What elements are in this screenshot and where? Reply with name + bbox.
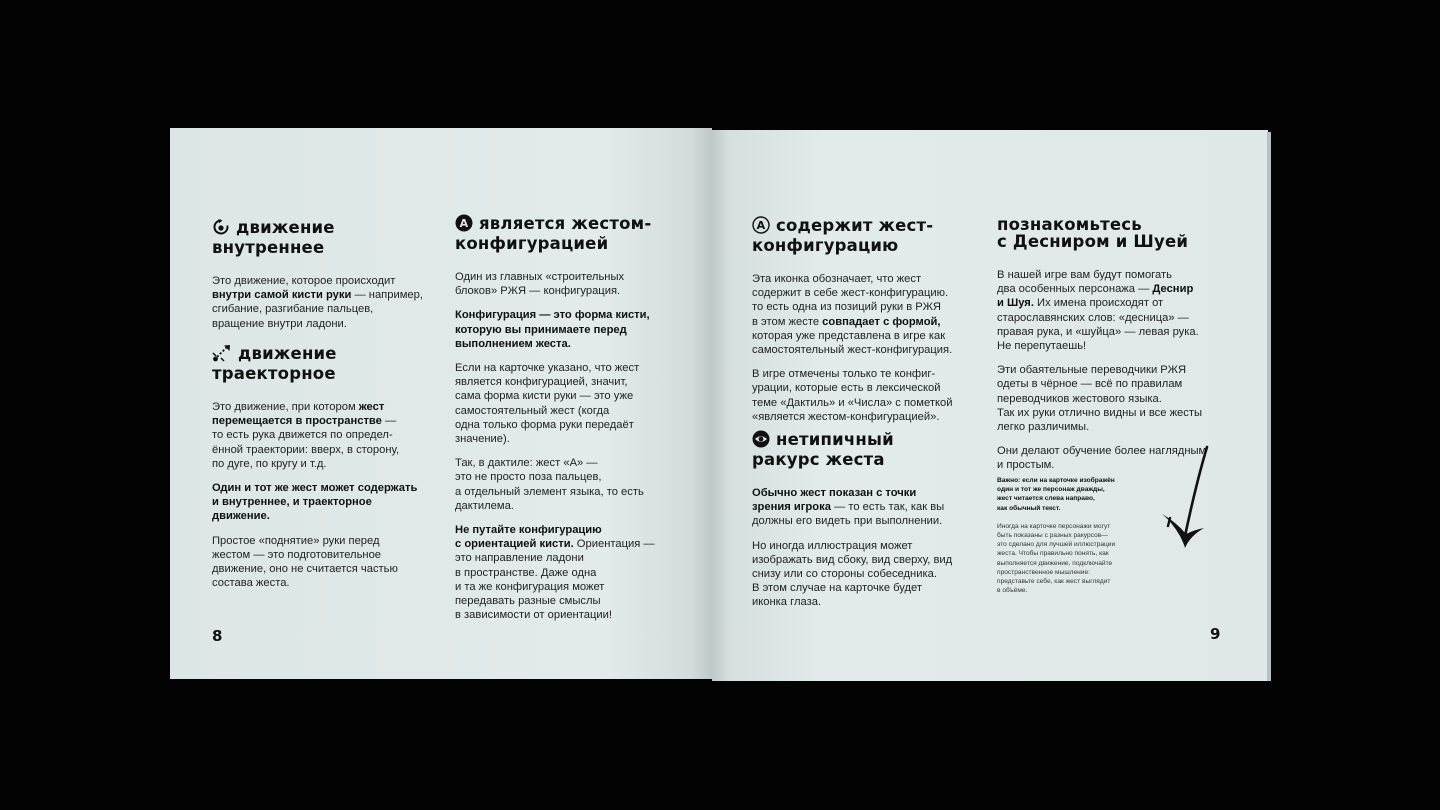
text-line: два особенных персонажа — xyxy=(997,283,1153,296)
booklet-spread xyxy=(170,128,1268,679)
bold-text: перемещается в пространстве xyxy=(212,415,382,428)
paragraph xyxy=(212,274,442,331)
heading-line: ракурс жеста xyxy=(752,450,885,469)
text-line: состава жеста. xyxy=(212,577,290,590)
text-line: самостоятельный жест-конфигурация. xyxy=(752,344,953,357)
text-line: в объёме. xyxy=(997,587,1028,595)
paragraph xyxy=(455,456,695,513)
text-line: представьте себе, как жест выглядит xyxy=(997,578,1111,586)
bold-text: Конфигурация — это форма кисти, xyxy=(455,309,650,322)
text-line: Не перепутаешь! xyxy=(997,340,1087,353)
text-line: и простым. xyxy=(997,459,1055,472)
text-line: старославянских слов: «десница» — xyxy=(997,311,1189,324)
bold-text: Один и тот же жест может содержать xyxy=(212,482,418,495)
text-line: Если на карточке указано, что жест xyxy=(455,362,640,375)
paragraph xyxy=(752,539,992,610)
paragraph xyxy=(752,272,992,357)
note-text xyxy=(997,522,1147,596)
text-line: снизу или со стороны собеседника. xyxy=(752,568,937,581)
heading-contains-configuration xyxy=(752,216,992,254)
heading-atypical-view xyxy=(752,430,992,468)
paragraph xyxy=(752,486,992,529)
text-line: движение, оно не считается частью xyxy=(212,563,398,576)
heading-line: внутреннее xyxy=(212,238,325,257)
section-contains-configuration xyxy=(752,216,992,434)
bold-text: Деснир xyxy=(1152,283,1194,296)
section-configuration xyxy=(455,214,695,632)
svg-text:A: A xyxy=(756,219,766,232)
text-line: вращение внутри ладони. xyxy=(212,317,347,330)
trajectory-arrows-icon xyxy=(212,344,232,365)
bold-text: зрения игрока xyxy=(752,501,831,514)
bold-text: совпадает с формой, xyxy=(822,315,941,328)
bold-text: и внутреннее, и траекторное xyxy=(212,496,372,509)
bold-text: жест xyxy=(358,401,385,413)
text-line: изображать вид сбоку, вид сверху, вид xyxy=(752,553,953,566)
bold-text: с ориентацией кисти. xyxy=(455,538,574,551)
text-line: правая рука, и «шуйца» — левая рука. xyxy=(997,325,1199,338)
bold-text: и Шуя. xyxy=(997,297,1034,310)
rotate-arrow-icon xyxy=(212,218,230,239)
text-line: Ориентация — xyxy=(573,538,655,551)
letter-a-badge-icon xyxy=(455,214,473,235)
heading-meet-characters xyxy=(997,216,1247,250)
note-important xyxy=(997,476,1147,513)
text-line: жестом — это подготовительное xyxy=(212,548,382,561)
page-number-left: 8 xyxy=(212,627,223,645)
text-line: сама форма кисти руки — это уже xyxy=(455,390,634,403)
text-line: пространственное мышление: xyxy=(997,568,1090,576)
text-line: содержит в себе жест-конфигурацию. xyxy=(752,287,949,300)
heading-line: конфигурацией xyxy=(455,234,609,253)
text-line: Эти обаятельные переводчики РЖЯ xyxy=(997,364,1187,377)
text-line: В игре отмечены только те конфиг- xyxy=(752,368,936,381)
text-line: Эта иконка обозначает, что жест xyxy=(752,273,922,285)
text-line: должны его видеть при выполнении. xyxy=(752,515,943,528)
paragraph xyxy=(455,361,695,446)
text-line: Их имена происходят от xyxy=(1033,297,1164,310)
text-line: Это движение, при котором xyxy=(212,401,359,413)
heading-inner-motion xyxy=(212,218,442,256)
bold-text: Не путайте конфигурацию xyxy=(455,524,602,537)
bold-text: движение. xyxy=(212,510,270,523)
text-line: передавать разные смыслы xyxy=(455,595,601,608)
text-line: ённой траектории: вверх, в сторону, xyxy=(212,443,400,456)
text-line: одна только форма руки передаёт xyxy=(455,418,634,431)
hand-drawn-arrow-icon xyxy=(1152,444,1212,554)
heading-configuration xyxy=(455,214,695,252)
section-trajectory-motion xyxy=(212,344,442,600)
text-line: В нашей игре вам будут помогать xyxy=(997,269,1172,281)
text-line: сгибание, разгибание пальцев, xyxy=(212,303,374,316)
paragraph xyxy=(212,481,442,524)
text-line: то есть рука движется по определ- xyxy=(212,429,393,442)
bold-text: внутри самой кисти руки xyxy=(212,289,352,302)
text-line: В этом случае на карточке будет xyxy=(752,582,923,595)
text-line: теме «Дактиль» и «Числа» с пометкой xyxy=(752,396,953,409)
text-line: является конфигурацией, значит, xyxy=(455,376,628,389)
text-line: это не просто поза пальцев, xyxy=(455,471,602,484)
text-line: Так, в дактиле: жест «А» — xyxy=(455,457,598,470)
text-line: блоков» РЖЯ — конфигурация. xyxy=(455,285,621,298)
paragraph xyxy=(455,270,695,298)
text-line: значение). xyxy=(455,433,510,446)
heading-line: траекторное xyxy=(212,364,336,383)
note-block xyxy=(997,476,1147,595)
text-line: в этом жесте xyxy=(752,315,823,328)
text-line: легко различимы. xyxy=(997,421,1090,434)
text-line: быть показаны с разных ракурсов— xyxy=(997,532,1108,540)
right-page xyxy=(712,130,1268,681)
text-line: которая уже представлена в игре как xyxy=(752,329,946,342)
heading-line: конфигурацию xyxy=(752,236,899,255)
text-line: самостоятельный жест (когда xyxy=(455,404,610,417)
paragraph: Это движение, при котором жест перемещается в пространстве — то есть рука движется по определ- ённой траектории: вверх, в сторону, по дуге, по кругу и т.д. xyxy=(212,401,400,470)
paragraph xyxy=(455,308,695,351)
heading-line: познакомьтесь xyxy=(997,215,1142,234)
page-number-right: 9 xyxy=(1210,625,1221,643)
eye-icon xyxy=(752,430,770,451)
text-line: а отдельный элемент языка, то есть xyxy=(455,485,644,498)
text-line: Простое «поднятие» руки перед xyxy=(212,534,380,547)
text-line: «является жестом-конфигурацией». xyxy=(752,410,940,423)
paragraph xyxy=(455,523,695,622)
section-atypical-view xyxy=(752,430,992,620)
text-line: Но иногда иллюстрация может xyxy=(752,539,913,552)
heading-line: с Десниром и Шуей xyxy=(997,232,1189,251)
text-line: Так их руки отлично видны и все жесты xyxy=(997,406,1203,419)
text-line: переводчиков жестового языка. xyxy=(997,392,1162,405)
text-line: — например, xyxy=(351,289,423,302)
text-line: жест читается слева направо, xyxy=(997,495,1095,503)
heading-line: является жестом- xyxy=(479,214,652,233)
bold-text: выполнением жеста. xyxy=(455,337,571,350)
text-line: и та же конфигурация может xyxy=(455,580,605,593)
text-line: одеты в чёрное — всё по правилам xyxy=(997,378,1183,391)
text-line: это сделано для лучшей иллюстрации xyxy=(997,541,1116,549)
left-page xyxy=(170,128,712,679)
heading-trajectory-motion xyxy=(212,344,442,382)
page-edge xyxy=(1267,132,1271,681)
paragraph xyxy=(212,534,442,591)
text-line: выполняется движение, подключайте xyxy=(997,559,1113,567)
text-line: один и тот же персонаж дважды, xyxy=(997,486,1105,494)
text-line: по дуге, по кругу и т.д. xyxy=(212,457,327,470)
text-line: в пространстве. Даже одна xyxy=(455,566,597,579)
text-line: Иногда на карточке персонажи могут xyxy=(997,522,1111,530)
text-line: Важно: если на карточке изображён xyxy=(997,477,1115,484)
text-line: это направление ладони xyxy=(455,552,584,565)
section-meet-characters xyxy=(997,216,1247,483)
svg-text:A: A xyxy=(459,217,469,230)
text-line: Один из главных «строительных xyxy=(455,271,625,283)
letter-a-outline-icon xyxy=(752,216,770,237)
text-line: — то есть так, как вы xyxy=(830,501,945,514)
text-line: Они делают обучение более наглядным xyxy=(997,445,1207,458)
text-line: как обычный текст. xyxy=(997,504,1061,512)
heading-line: нетипичный xyxy=(776,430,894,449)
bold-text: которую вы принимаете перед xyxy=(455,323,627,336)
paragraph xyxy=(752,367,992,424)
text-line: в зависимости от ориентации! xyxy=(455,609,612,622)
text-line: то есть одна из позиций руки в РЖЯ xyxy=(752,301,941,314)
heading-line: движение xyxy=(236,218,335,237)
text-line: Это движение, которое происходит xyxy=(212,275,396,287)
paragraph xyxy=(997,363,1247,434)
text-line: дактилема. xyxy=(455,499,514,512)
text-line: иконка глаза. xyxy=(752,596,822,609)
heading-line: движение xyxy=(238,344,337,363)
text-line: жеста. Чтобы правильно понять, как xyxy=(997,550,1109,558)
paragraph xyxy=(997,268,1247,353)
section-inner-motion xyxy=(212,218,442,341)
heading-line: содержит жест- xyxy=(776,216,934,235)
bold-text: Обычно жест показан с точки xyxy=(752,487,917,499)
text-line: урации, которые есть в лексической xyxy=(752,382,941,395)
